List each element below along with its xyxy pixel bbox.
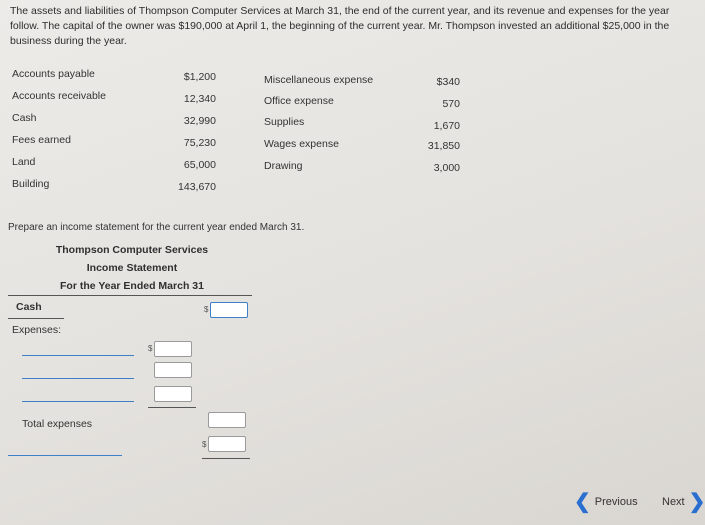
net-amount-input[interactable]	[208, 436, 246, 452]
expenses-label: Expenses:	[12, 324, 62, 336]
right-item-value: 1,670	[433, 120, 460, 132]
right-item-label: Drawing	[264, 160, 303, 172]
expense-amount-input-1[interactable]	[154, 341, 192, 357]
left-item-label: Land	[12, 156, 36, 168]
expense-amount-input-2[interactable]	[154, 362, 192, 378]
previous-button[interactable]	[574, 492, 638, 512]
left-item-value: 32,990	[183, 115, 216, 127]
previous-label: Previous	[594, 496, 638, 508]
total-expenses-label: Total expenses	[22, 418, 93, 430]
dollar-sign: $	[148, 344, 153, 353]
right-item-label: Office expense	[264, 95, 334, 107]
instruction-text: Prepare an income statement for the current year ended March 31.	[8, 222, 305, 233]
expense-label-input-3[interactable]	[22, 401, 134, 402]
left-item-value: 12,340	[183, 93, 216, 105]
left-item-value: 75,230	[183, 137, 216, 149]
dollar-sign: $	[204, 305, 209, 314]
net-rule	[202, 458, 250, 459]
left-item-label: Fees earned	[12, 134, 71, 146]
header-divider	[8, 295, 252, 296]
problem-intro: The assets and liabilities of Thompson Computer Services at March 31, the end of the current year, and its revenue and expenses for the year follow. The capital of the owner was $190,000 at April 1, the beginning of the current year. Mr. Thompson invested an additional $25,000 in the business during the year.	[10, 5, 670, 47]
left-item-value: $1,200	[183, 71, 216, 83]
statement-title: Income Statement	[86, 262, 178, 274]
row1-underline	[8, 318, 64, 319]
right-item-label: Wages expense	[264, 138, 339, 150]
row-label-cash: Cash	[16, 301, 42, 313]
dollar-sign: $	[202, 440, 207, 449]
left-item-label: Accounts payable	[12, 68, 95, 80]
next-label: Next	[662, 496, 685, 508]
right-item-value: 570	[442, 98, 460, 110]
right-item-value: 3,000	[433, 162, 460, 174]
expense-subtotal-rule	[148, 407, 196, 408]
expense-amount-input-3[interactable]	[154, 386, 192, 402]
left-item-value: 65,000	[183, 159, 216, 171]
chevron-right-icon: ❯	[688, 491, 705, 513]
expense-label-input-1[interactable]	[22, 355, 134, 356]
right-item-value: $340	[436, 76, 460, 88]
left-item-label: Building	[12, 178, 50, 190]
left-item-label: Cash	[12, 112, 37, 124]
chevron-left-icon: ❮	[574, 491, 591, 513]
row1-amount-input[interactable]	[210, 302, 248, 318]
company-name: Thompson Computer Services	[55, 244, 209, 256]
left-item-label: Accounts receivable	[12, 90, 106, 102]
left-item-value: 143,670	[178, 181, 216, 193]
expense-label-input-2[interactable]	[22, 378, 134, 379]
next-button[interactable]	[662, 492, 705, 512]
right-item-label: Supplies	[264, 116, 305, 128]
right-item-value: 31,850	[427, 140, 460, 152]
total-expenses-input[interactable]	[208, 412, 246, 428]
net-label-input[interactable]	[8, 455, 122, 456]
data-table	[0, 0, 700, 200]
statement-period: For the Year Ended March 31	[60, 280, 204, 292]
right-item-label: Miscellaneous expense	[264, 74, 374, 86]
